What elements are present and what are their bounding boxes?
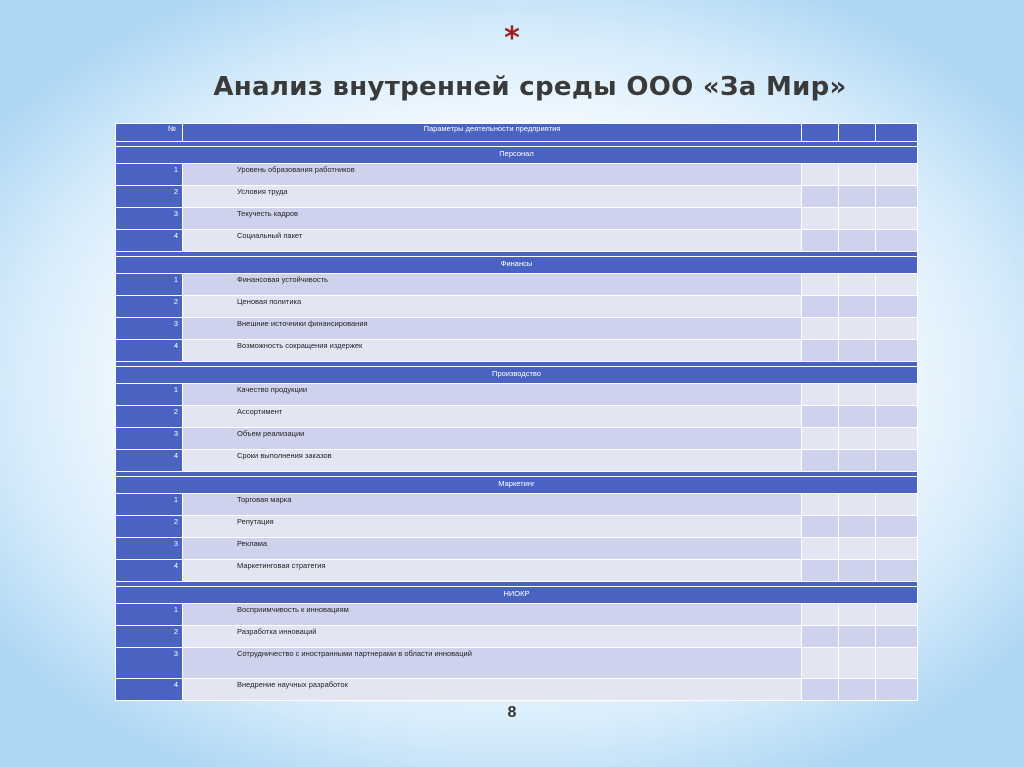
table-row <box>116 679 918 701</box>
row-parameter: Объем реализации <box>183 428 802 450</box>
row-number: 2 <box>116 626 183 648</box>
score-cell <box>876 164 918 186</box>
score-cell <box>839 274 876 296</box>
score-cell <box>876 230 918 252</box>
row-number: 4 <box>116 560 183 582</box>
score-cell <box>802 538 839 560</box>
slide-asterisk: * <box>504 21 520 56</box>
table-row <box>116 340 918 362</box>
score-cell <box>839 296 876 318</box>
row-number: 1 <box>116 274 183 296</box>
score-cell <box>802 164 839 186</box>
score-cell <box>839 318 876 340</box>
header-score-cell <box>802 124 839 142</box>
row-number: 1 <box>116 494 183 516</box>
score-cell <box>876 560 918 582</box>
row-number: 4 <box>116 679 183 701</box>
row-number: 1 <box>116 604 183 626</box>
row-number: 3 <box>116 318 183 340</box>
table-row <box>116 274 918 296</box>
score-cell <box>839 164 876 186</box>
section-header-row <box>116 587 918 604</box>
table-row <box>116 604 918 626</box>
row-number: 1 <box>116 384 183 406</box>
score-cell <box>802 406 839 428</box>
header-number-cell: № <box>116 124 183 142</box>
section-header-row <box>116 147 918 164</box>
score-cell <box>876 516 918 538</box>
row-number: 1 <box>116 164 183 186</box>
row-number: 3 <box>116 648 183 679</box>
section-title: Финансы <box>116 257 918 274</box>
score-cell <box>876 274 918 296</box>
score-cell <box>876 626 918 648</box>
analysis-table <box>115 123 918 701</box>
row-parameter: Уровень образования работников <box>183 164 802 186</box>
score-cell <box>876 318 918 340</box>
score-cell <box>802 340 839 362</box>
section-title: Персонал <box>116 147 918 164</box>
table-row <box>116 648 918 679</box>
score-cell <box>839 679 876 701</box>
score-cell <box>802 230 839 252</box>
table-row <box>116 186 918 208</box>
score-cell <box>876 296 918 318</box>
score-cell <box>839 340 876 362</box>
score-cell <box>839 560 876 582</box>
table-row <box>116 406 918 428</box>
table-row <box>116 560 918 582</box>
row-number: 2 <box>116 186 183 208</box>
score-cell <box>802 450 839 472</box>
row-parameter: Ассортимент <box>183 406 802 428</box>
table-row <box>116 538 918 560</box>
score-cell <box>876 648 918 679</box>
score-cell <box>839 230 876 252</box>
row-parameter: Маркетинговая стратегия <box>183 560 802 582</box>
table-header-row <box>116 124 918 142</box>
score-cell <box>802 626 839 648</box>
score-cell <box>839 186 876 208</box>
table-row <box>116 516 918 538</box>
score-cell <box>876 208 918 230</box>
section-header-row <box>116 257 918 274</box>
score-cell <box>802 384 839 406</box>
score-cell <box>802 428 839 450</box>
row-parameter: Возможность сокращения издержек <box>183 340 802 362</box>
score-cell <box>802 679 839 701</box>
table-row <box>116 318 918 340</box>
score-cell <box>839 648 876 679</box>
score-cell <box>876 604 918 626</box>
score-cell <box>802 318 839 340</box>
row-parameter: Сроки выполнения заказов <box>183 450 802 472</box>
row-number: 2 <box>116 516 183 538</box>
section-title: Производство <box>116 367 918 384</box>
score-cell <box>876 384 918 406</box>
section-header-row <box>116 477 918 494</box>
table-row <box>116 164 918 186</box>
header-score-cell <box>876 124 918 142</box>
score-cell <box>839 494 876 516</box>
table-row <box>116 626 918 648</box>
row-parameter: Разработка инноваций <box>183 626 802 648</box>
table-row <box>116 296 918 318</box>
score-cell <box>802 494 839 516</box>
row-parameter: Сотрудничество с иностранными партнерами в области инноваций <box>183 648 802 679</box>
score-cell <box>839 450 876 472</box>
row-number: 3 <box>116 208 183 230</box>
score-cell <box>876 679 918 701</box>
table-row <box>116 494 918 516</box>
table-row <box>116 208 918 230</box>
row-parameter: Восприимчивость к инновациям <box>183 604 802 626</box>
score-cell <box>839 626 876 648</box>
header-parameters-cell: Параметры деятельности предприятия <box>183 124 802 142</box>
score-cell <box>839 538 876 560</box>
row-parameter: Торговая марка <box>183 494 802 516</box>
row-number: 3 <box>116 428 183 450</box>
score-cell <box>802 516 839 538</box>
row-number: 4 <box>116 340 183 362</box>
slide-title: Анализ внутренней среды ООО «За Мир» <box>213 72 847 102</box>
row-parameter: Внедрение научных разработок <box>183 679 802 701</box>
table-row <box>116 450 918 472</box>
score-cell <box>802 208 839 230</box>
row-parameter: Внешние источники финансирования <box>183 318 802 340</box>
table-row <box>116 428 918 450</box>
score-cell <box>802 648 839 679</box>
row-number: 4 <box>116 450 183 472</box>
page-number: 8 <box>507 704 517 721</box>
row-parameter: Текучесть кадров <box>183 208 802 230</box>
table-row <box>116 384 918 406</box>
section-title: НИОКР <box>116 587 918 604</box>
score-cell <box>839 384 876 406</box>
row-parameter: Социальный пакет <box>183 230 802 252</box>
score-cell <box>802 604 839 626</box>
analysis-table-body <box>116 124 918 701</box>
row-parameter: Условия труда <box>183 186 802 208</box>
score-cell <box>876 406 918 428</box>
score-cell <box>839 406 876 428</box>
score-cell <box>802 560 839 582</box>
score-cell <box>839 208 876 230</box>
section-title: Маркетинг <box>116 477 918 494</box>
row-number: 3 <box>116 538 183 560</box>
score-cell <box>876 340 918 362</box>
score-cell <box>876 494 918 516</box>
row-parameter: Качество продукции <box>183 384 802 406</box>
score-cell <box>839 604 876 626</box>
row-parameter: Реклама <box>183 538 802 560</box>
row-parameter: Ценовая политика <box>183 296 802 318</box>
row-parameter: Финансовая устойчивость <box>183 274 802 296</box>
table-row <box>116 230 918 252</box>
score-cell <box>839 428 876 450</box>
score-cell <box>802 186 839 208</box>
header-score-cell <box>839 124 876 142</box>
row-parameter: Репутация <box>183 516 802 538</box>
score-cell <box>876 428 918 450</box>
row-number: 2 <box>116 406 183 428</box>
section-header-row <box>116 367 918 384</box>
row-number: 2 <box>116 296 183 318</box>
score-cell <box>876 186 918 208</box>
score-cell <box>839 516 876 538</box>
score-cell <box>876 538 918 560</box>
score-cell <box>802 274 839 296</box>
score-cell <box>802 296 839 318</box>
row-number: 4 <box>116 230 183 252</box>
score-cell <box>876 450 918 472</box>
